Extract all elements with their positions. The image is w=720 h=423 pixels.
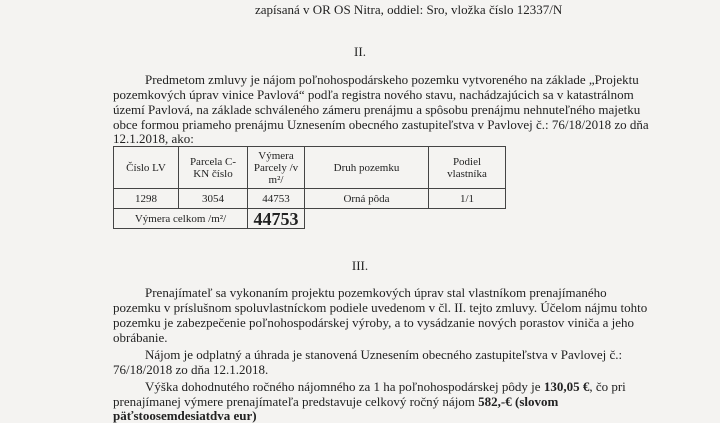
text-line: Predmetom zmluvy je nájom poľnohospodárskeho pozemku vytvoreného na základe „Projektu: [145, 72, 639, 87]
text-line: 12.1.2018, ako:: [113, 131, 194, 146]
header-cell: Výmera Parcely /v m²/: [248, 147, 305, 189]
header-cell: Podiel vlastníka: [429, 147, 506, 189]
section-2-heading: II.: [354, 44, 366, 59]
table-header-row: [114, 147, 506, 189]
total-value: 44753: [248, 209, 305, 229]
text-line: Prenajímateľ sa vykonaním projektu pozemkových úprav stal vlastníkom prenajímaného: [145, 285, 607, 300]
table-total-row: [114, 209, 506, 229]
total-label: Výmera celkom /m²/: [114, 209, 248, 229]
text-line: [145, 379, 626, 394]
text-line: Nájom je odplatný a úhrada je stanovená Uznesením obecného zastupiteľstva v Pavlovej č.:: [145, 347, 623, 362]
text-line: päťstoosemdesiatdva eur): [113, 408, 257, 423]
text-line: 76/18/2018 zo dňa 12.1.2018.: [113, 362, 269, 377]
rent-total: 582,-€ (slovom: [478, 394, 559, 409]
text-line: obce formou priameho prenájmu Uznesením obecného zastupiteľstva v Pavlovej č.: 76/18/2018 zo dňa: [113, 117, 649, 132]
text-line: území Pavlová, na základe schváleného zámeru prenájmu a spôsobu prenájmu nehnuteľného majetku: [113, 102, 641, 117]
parcel-table: [113, 146, 506, 229]
header-cell: Číslo LV: [114, 147, 179, 189]
table-cell: 3054: [179, 189, 248, 209]
rent-per-ha: 130,05 €: [543, 379, 590, 394]
section-3-heading: III.: [351, 258, 369, 273]
text-line: pozemku je zabezpečenie poľnohospodárskej výroby, a to vysádzanie nových porastov viniča a jeho: [113, 315, 635, 330]
rent-text: , čo pri: [589, 379, 626, 394]
rent-text: Výška dohodnutého ročného nájomného za 1 ha poľnohospodárskej pôdy je: [145, 379, 544, 394]
table-cell: 1298: [114, 189, 179, 209]
table-row: [114, 189, 506, 209]
text-line: obrábanie.: [113, 330, 168, 345]
rent-text: prenajímanej výmere prenajímateľa predstavuje celkový ročný nájom: [113, 394, 479, 409]
header-cell: Parcela C-KN číslo: [179, 147, 248, 189]
text-line: pozemku v príslušnom spoluvlastníckom podiele uvedenom v čl. II. tejto zmluvy. Účelom nájmu tohto: [113, 300, 648, 315]
text-line: [113, 394, 558, 409]
text-line: pozemkových úprav vinice Pavlová“ podľa registra nového stavu, nachádzajúcich sa v katastrálnom: [113, 87, 634, 102]
table-cell: Orná pôda: [305, 189, 429, 209]
header-cell: Druh pozemku: [305, 147, 429, 189]
table-cell: 44753: [248, 189, 305, 209]
header-line: zapísaná v OR OS Nitra, oddiel: Sro, vložka číslo 12337/N: [255, 2, 563, 17]
table-cell: 1/1: [429, 189, 506, 209]
